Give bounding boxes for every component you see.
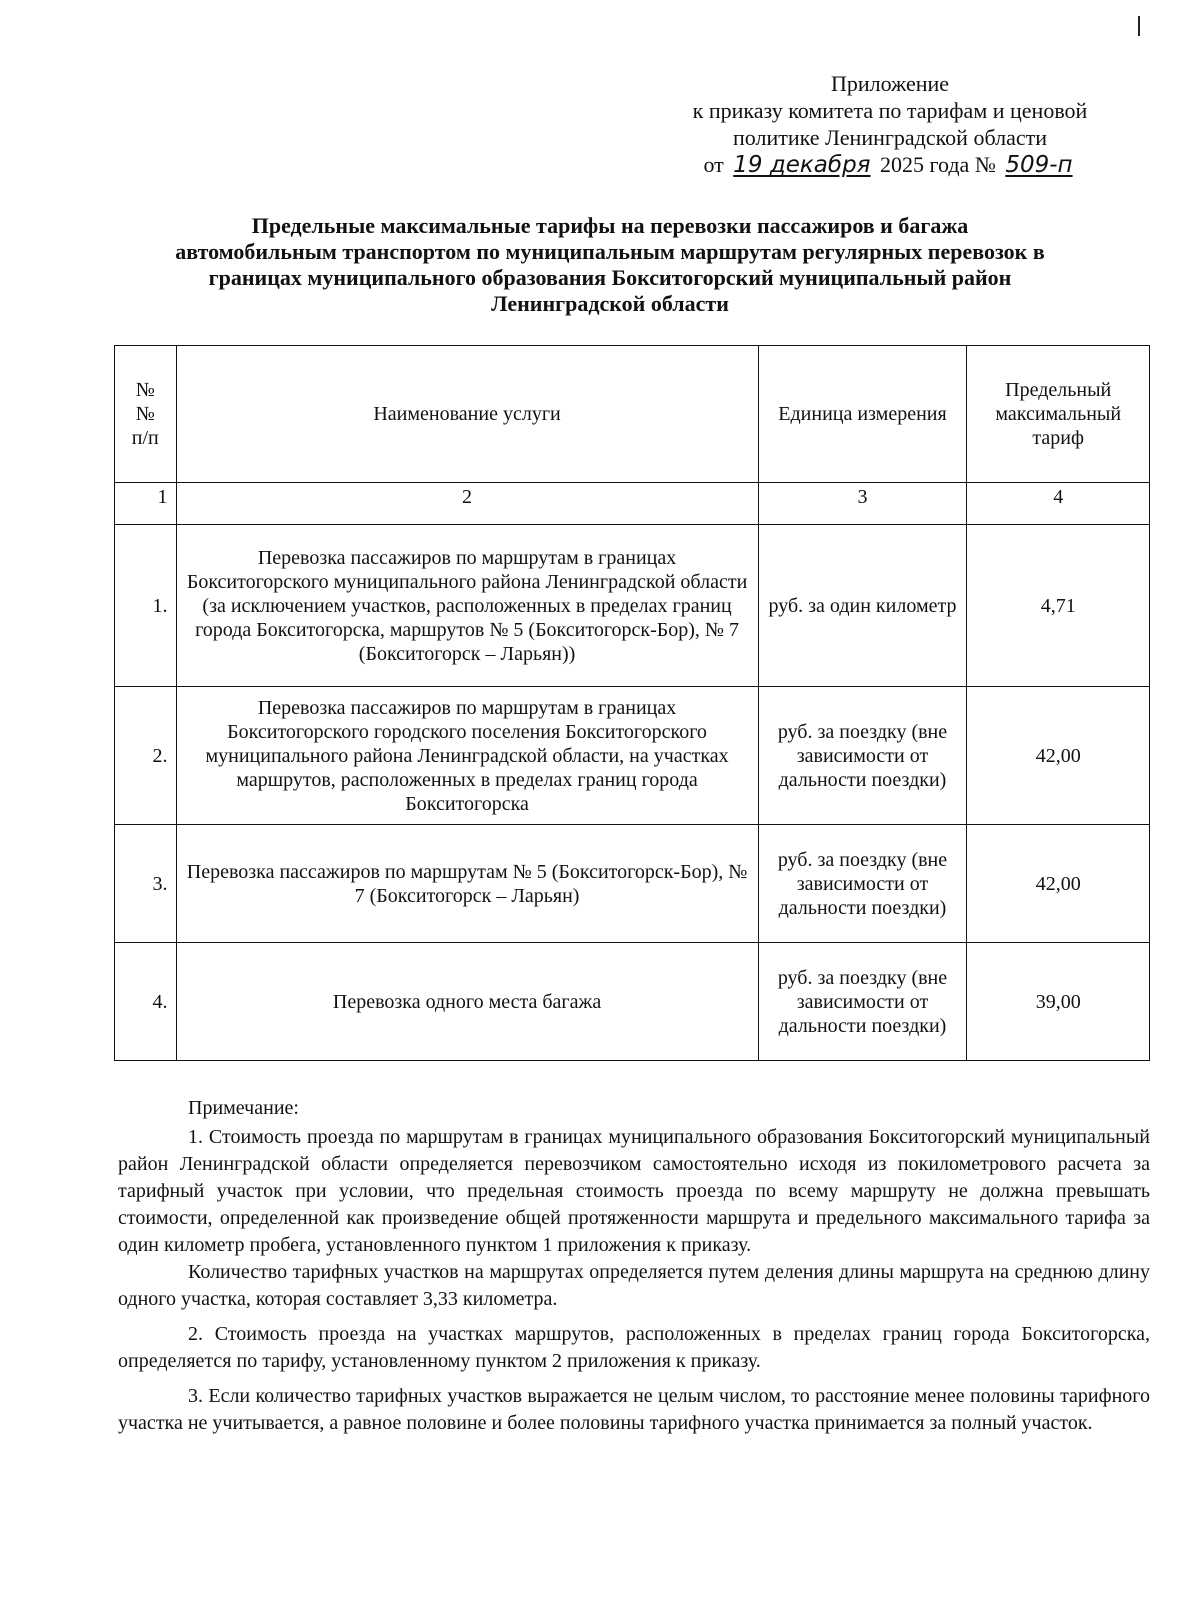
unit: руб. за поездку (вне зависимости от дальности поездки) <box>758 943 967 1061</box>
date-year: 2025 года № <box>880 152 996 177</box>
handwritten-date: 19 декабря <box>733 152 871 178</box>
note-1-continued: Количество тарифных участков на маршрутах определяется путем деления длины маршрута на среднюю длину одного участка, которая составляет 3,33 километра. <box>118 1261 1150 1310</box>
notes-title: Примечание: <box>188 1097 299 1119</box>
column-index-1: 1 <box>115 483 177 525</box>
appendix-label: Приложение <box>830 71 950 96</box>
note-1: 1. Стоимость проезда по маршрутам в границах муниципального образования Бокситогорский муниципальный район Ленинградской области определяется перевозчиком самостоятельно исходя из покилометрового расчета за тарифный участок при условии, что предельная стоимость проезда по всему маршруту не должна превышать стоимости, определенной как произведение общей протяженности маршрута и предельного максимального тарифа за один километр пробега, установленного пунктом 1 приложения к приказу. <box>118 1126 1150 1256</box>
handwritten-order-number: 509-п <box>1005 152 1073 178</box>
unit: руб. за один километр <box>758 525 967 687</box>
unit: руб. за поездку (вне зависимости от дальности поездки) <box>758 687 967 825</box>
note-2: 2. Стоимость проезда на участках маршрутов, расположенных в пределах границ города Бокситогорска, определяется по тарифу, установленному пунктом 2 приложения к приказу. <box>118 1323 1150 1372</box>
table-row <box>115 943 1150 1061</box>
table-header-row <box>115 346 1150 483</box>
scan-edge-mark <box>1138 16 1140 36</box>
header-unit: Единица измерения <box>758 346 967 483</box>
table-row <box>115 825 1150 943</box>
title-line-3: границах муниципального образования Бокситогорский муниципальный район <box>208 265 1012 290</box>
row-number: 4. <box>115 943 177 1061</box>
committee-line: политике Ленинградской области <box>732 125 1047 150</box>
column-index-3: 3 <box>758 483 967 525</box>
table-row <box>115 525 1150 687</box>
tariff-value: 42,00 <box>967 687 1150 825</box>
header-num: № № п/п <box>115 346 177 483</box>
title-line-1: Предельные максимальные тарифы на перевозки пассажиров и багажа <box>251 213 969 238</box>
service-name: Перевозка пассажиров по маршрутам № 5 (Бокситогорск-Бор), № 7 (Бокситогорск – Ларьян) <box>176 825 758 943</box>
row-number: 3. <box>115 825 177 943</box>
note-3: 3. Если количество тарифных участков выражается не целым числом, то расстояние менее половины тарифного участка не учитывается, а равное половине и более половины тарифного участка принимается за полный участок. <box>118 1385 1150 1434</box>
column-index-4: 4 <box>967 483 1150 525</box>
appendix-header <box>640 70 1140 179</box>
title-line-4: Ленинградской области <box>491 291 729 316</box>
tariff-value: 39,00 <box>967 943 1150 1061</box>
tariff-table <box>114 345 1150 1061</box>
document-title <box>130 213 1090 317</box>
order-reference-line: к приказу комитета по тарифам и ценовой <box>692 98 1088 123</box>
row-number: 2. <box>115 687 177 825</box>
order-date-line <box>640 151 1140 179</box>
tariff-value: 42,00 <box>967 825 1150 943</box>
table-row <box>115 687 1150 825</box>
service-name: Перевозка пассажиров по маршрутам в границах Бокситогорского городского поселения Бокситогорского муниципального района Ленинградской области, на участках маршрутов, расположенных в пределах границ города Бокситогорска <box>176 687 758 825</box>
unit: руб. за поездку (вне зависимости от дальности поездки) <box>758 825 967 943</box>
tariff-value: 4,71 <box>967 525 1150 687</box>
notes-section <box>118 1095 1150 1441</box>
service-name: Перевозка одного места багажа <box>176 943 758 1061</box>
column-index-row <box>115 483 1150 525</box>
row-number: 1. <box>115 525 177 687</box>
date-prefix: от <box>703 152 724 177</box>
header-service-name: Наименование услуги <box>176 346 758 483</box>
header-max-tariff: Предельный максимальный тариф <box>967 346 1150 483</box>
service-name: Перевозка пассажиров по маршрутам в границах Бокситогорского муниципального района Ленинградской области (за исключением участков, расположенных в пределах границ города Бокситогорска, маршрутов № 5 (Бокситогорск-Бор), № 7 (Бокситогорск – Ларьян)) <box>176 525 758 687</box>
title-line-2: автомобильным транспортом по муниципальным маршрутам регулярных перевозок в <box>175 239 1045 264</box>
column-index-2: 2 <box>176 483 758 525</box>
